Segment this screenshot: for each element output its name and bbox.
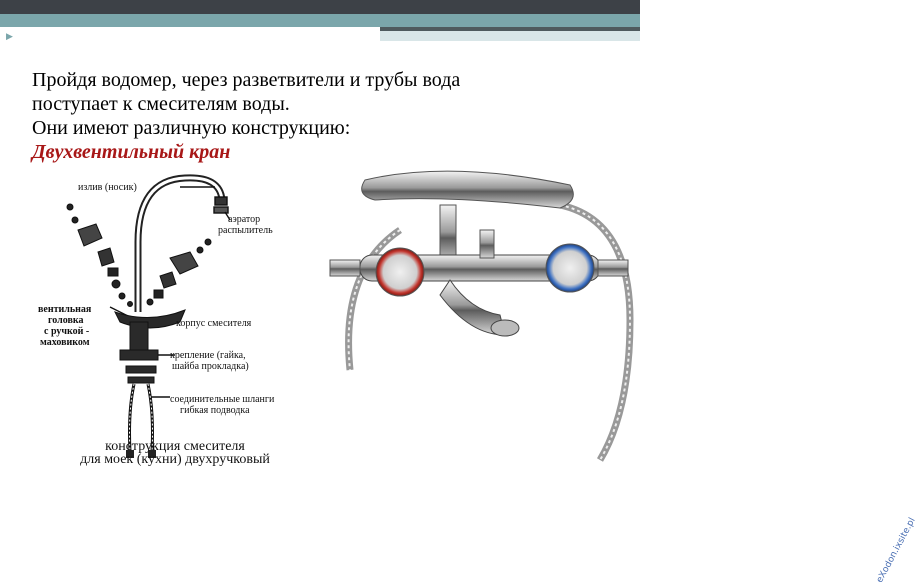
slide-text [32, 68, 592, 164]
photo-watermark: eXodon.ixsite.pl [875, 516, 918, 585]
diagram-caption [50, 440, 300, 466]
text-line-2: поступает к смесителям воды. [32, 93, 290, 115]
label-hoses-1: соединительные шланги [170, 394, 275, 405]
caption-line-1: конструкция смесителя [105, 439, 245, 454]
mixer-photo-drawing [330, 160, 640, 480]
label-valve-2: головка [48, 315, 84, 326]
mixer-diagram [30, 172, 320, 480]
hot-handle-icon [376, 248, 424, 296]
label-mount-1: крепление (гайка, [170, 350, 246, 361]
label-mount-2: шайба прокладка) [172, 361, 249, 372]
top-bar [0, 0, 640, 14]
label-body: корпус смесителя [176, 318, 252, 329]
label-valve-1: вентильная [38, 304, 92, 315]
mixer-photo [330, 160, 918, 585]
label-hoses-2: гибкая подводка [180, 405, 250, 416]
text-line-3: Они имеют различную конструкцию: [32, 117, 351, 139]
label-aerator-2: распылитель [218, 225, 273, 236]
label-aerator-1: аэратор [228, 214, 261, 225]
caption-line-2: для моек (кухни) двухручковый [80, 452, 270, 467]
label-valve-3: с ручкой - [44, 326, 90, 337]
header-accent-light [380, 31, 640, 41]
text-line-1: Пройдя водомер, через разветвители и трубы вода [32, 69, 461, 91]
header-stripe [0, 14, 640, 27]
slide-subtitle: Двухвентильный кран [32, 141, 231, 163]
corner-mark: ▶ [6, 32, 13, 42]
label-valve-4: маховиком [40, 337, 90, 348]
cold-handle-icon [546, 244, 594, 292]
label-spout: излив (носик) [78, 182, 137, 193]
